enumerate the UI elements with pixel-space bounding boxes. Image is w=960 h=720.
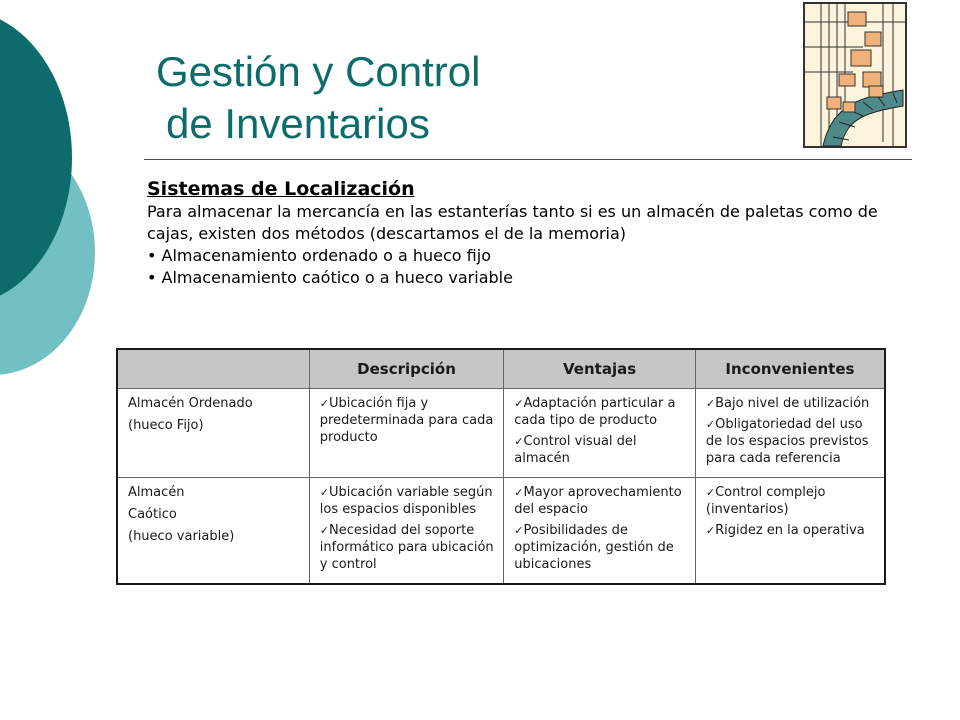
descripcion-cell — [309, 389, 504, 478]
row-label-line: Caótico — [128, 507, 177, 522]
inconvenientes-cell — [695, 478, 885, 585]
intro-section — [147, 177, 927, 289]
section-heading: Sistemas de Localización — [147, 178, 415, 200]
bullet-item: • Almacenamiento ordenado o a hueco fijo — [147, 246, 491, 265]
table-header-ventajas: Ventajas — [504, 349, 696, 389]
comparison-table — [116, 348, 886, 585]
ventajas-cell — [504, 478, 696, 585]
descripcion-cell — [309, 478, 504, 585]
check-item: ✓ Bajo nivel de utilización — [706, 395, 878, 412]
title-line-1: Gestión y Control — [156, 48, 481, 95]
slide-title — [156, 46, 480, 150]
bullet-item: • Almacenamiento caótico o a hueco variable — [147, 268, 513, 287]
ventajas-cell — [504, 389, 696, 478]
row-label-line: (hueco variable) — [128, 529, 235, 544]
title-divider — [144, 159, 912, 160]
check-item: ✓ Necesidad del soporte informático para ubicación y control — [320, 522, 498, 573]
check-item: ✓ Control complejo (inventarios) — [706, 484, 878, 518]
check-item: ✓ Obligatoriedad del uso de los espacios previstos para cada referencia — [706, 416, 878, 467]
inconvenientes-cell — [695, 389, 885, 478]
table-row — [117, 478, 885, 585]
table-header-row — [117, 349, 885, 389]
intro-paragraph: Para almacenar la mercancía en las estanterías tanto si es un almacén de paletas como de cajas, existen dos métodos (descartamos el de la memoria) — [147, 202, 878, 243]
check-item: ✓ Posibilidades de optimización, gestión de ubicaciones — [514, 522, 689, 573]
row-label-line: Almacén Ordenado — [128, 396, 253, 411]
check-item: ✓ Ubicación variable según los espacios disponibles — [320, 484, 498, 518]
row-label-line: (hueco Fijo) — [128, 418, 204, 433]
row-label-cell — [117, 389, 309, 478]
check-item: ✓ Ubicación fija y predeterminada para cada producto — [320, 395, 498, 446]
row-label-line: Almacén — [128, 485, 185, 500]
check-item: ✓ Adaptación particular a cada tipo de producto — [514, 395, 689, 429]
row-label-cell — [117, 478, 309, 585]
table-header-empty — [117, 349, 309, 389]
title-line-2: de Inventarios — [166, 100, 430, 147]
check-item: ✓ Control visual del almacén — [514, 433, 689, 467]
table-row — [117, 389, 885, 478]
table-header-descripcion: Descripción — [309, 349, 504, 389]
table-header-inconvenientes: Inconvenientes — [695, 349, 885, 389]
check-item: ✓ Mayor aprovechamiento del espacio — [514, 484, 689, 518]
check-item: ✓ Rigidez en la operativa — [706, 522, 878, 539]
warehouse-conveyor-icon — [803, 2, 907, 148]
